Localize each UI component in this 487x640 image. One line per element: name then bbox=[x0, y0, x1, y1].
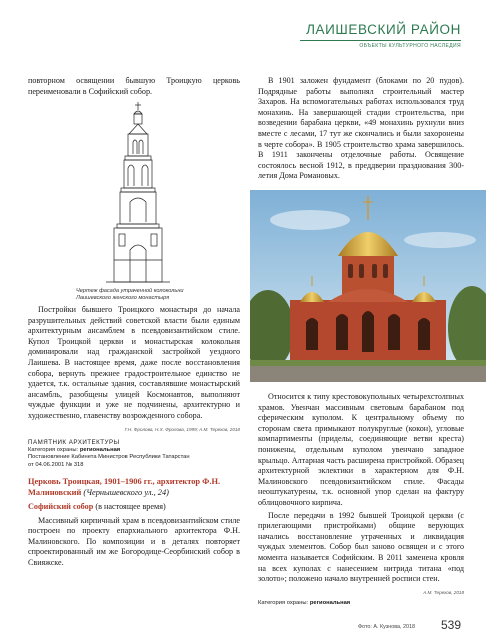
protection-category-label: Категория охраны: bbox=[28, 446, 79, 453]
header-rule bbox=[300, 40, 461, 41]
left-photo-credit: Г.Н. Фролова, Н.Х. Фролова, 1999; А.М. Терехов, 2018 bbox=[124, 426, 240, 432]
protection-category bbox=[28, 447, 240, 455]
drawing-caption-line-1: Чертеж фасада утраченной колокольни bbox=[76, 288, 184, 294]
decree-date: от 04.06.2001 № 318 bbox=[28, 461, 84, 468]
church-title-text: Церковь Троицкая, 1901–1906 гг., архитектор Ф.Н. Малиновский bbox=[28, 477, 221, 498]
right-protection-category-value: региональная bbox=[309, 599, 351, 606]
left-intro-text: повторном освящении бывшую Троицкую церковь переименовали в Софийский собор. bbox=[28, 76, 240, 96]
right-paragraph-2: Относится к типу крестовокупольных четырехстолпных храмов. Увенчан массивным световым барабаном под сферическим куполом. К центральному объему по сторонам света примыкают полукруглые (кокон), угловые компартименты (приделы, соединяющие ветви креста) понижены, отдельным куполом увенчано западное крыльцо. Алтарная часть расширена пристройкой. Образец архитектурной эклектики в характерном для Ф.Н. Малиновского псевдовизантийском стиле. Фасады неоштукатурены, т.к. основной упор сделан на фактуру облицовочного кирпича. bbox=[258, 392, 464, 507]
footer-photo-credit: Фото: А. Кузнова, 2018 bbox=[358, 624, 416, 630]
church-address: (Чернышевского ул., 24) bbox=[83, 488, 169, 498]
right-lower-block bbox=[258, 392, 464, 607]
right-paragraph-1: В 1901 заложен фундамент (блоками по 20 пудов). Подрядные работы выполнял строительный мастер Захаров. На вспомогательных работах использовался труд монахинь. На завершающей стадии строительства, при возведении барабана церкви, «49 монахинь рухнули вниз вместе с лесами, 17 тут же скончались и были захоронены в черте собора». В 1905 строительство храма завершилось. В 1911 закончены отделочные работы. Освящение состоялось весной 1912, в преддверии празднования 300-летия Дома Романовых. bbox=[258, 76, 464, 181]
page-number: 539 bbox=[440, 618, 461, 632]
decree-text: Постановление Кабинета Министров Республики Татарстан bbox=[28, 454, 190, 461]
sofia-note: (в настоящее время) bbox=[95, 501, 166, 511]
right-protection-category-label: Категория охраны: bbox=[258, 599, 309, 606]
sofia-title bbox=[28, 502, 240, 513]
drawing-caption bbox=[76, 288, 236, 302]
protection-category-value: региональная bbox=[79, 446, 121, 453]
section-subtitle: ОБЪЕКТЫ КУЛЬТУРНОГО НАСЛЕДИЯ bbox=[359, 43, 461, 49]
monument-info bbox=[28, 439, 240, 470]
bell-tower-drawing bbox=[100, 100, 176, 286]
left-paragraph-1: Постройки бывшего Троицкого монастыря до начала разрушительных действий советской власти были единым архитектурным ансамблем в псевдовизантийском стиле. Купол Троицкой церкви и монастырская колокольня доминировали над гражданской застройкой уездного Лаишева. В настоящее время, даже после восстановления собора, вернуть прежнее градостроительное единство не удается, т.к. остальные здания, составлявшие монастырский ансамбль, разобщены улицей Космонавтов, выполняют чуждые функции и уже не подчинены, архитектурно и художественно, главенству возрожденного собора. bbox=[28, 305, 240, 420]
cathedral-photo bbox=[250, 190, 486, 382]
right-protection-category bbox=[258, 600, 464, 608]
right-top-block bbox=[258, 76, 464, 182]
left-paragraph-2: Массивный кирпичный храм в псевдовизантийском стиле построен по проекту епархиального архитектора Ф.Н. Малиновского. По композиции и в деталях повторяет спроектированный им же Богородице-Сеорбинский собор в Свияжске. bbox=[28, 515, 240, 568]
left-intro-block bbox=[28, 76, 240, 97]
left-main-block bbox=[28, 305, 240, 569]
right-paragraph-3: После передачи в 1992 бывшей Троицкой церкви (с прилегающими пристройками) общине верующих начались восстановление утраченных и ликвидация чуждых элементов. Собор был заново освящен и с этого момента называется Софийским. В 2011 заменена кровля на всех куполах с нанесением нитрида титана «под золото»; положено начало внутренней росписи стен. bbox=[258, 510, 464, 584]
right-photo-credit: А.М. Терехов, 2018 bbox=[423, 589, 464, 595]
drawing-caption-line-2: Лаишевского женского монастыря bbox=[76, 295, 170, 302]
monument-heading: ПАМЯТНИК АРХИТЕКТУРЫ bbox=[28, 438, 120, 446]
section-title: ЛАИШЕВСКИЙ РАЙОН bbox=[306, 22, 461, 37]
church-title bbox=[28, 477, 240, 499]
sofia-title-text: Софийский собор bbox=[28, 501, 94, 511]
